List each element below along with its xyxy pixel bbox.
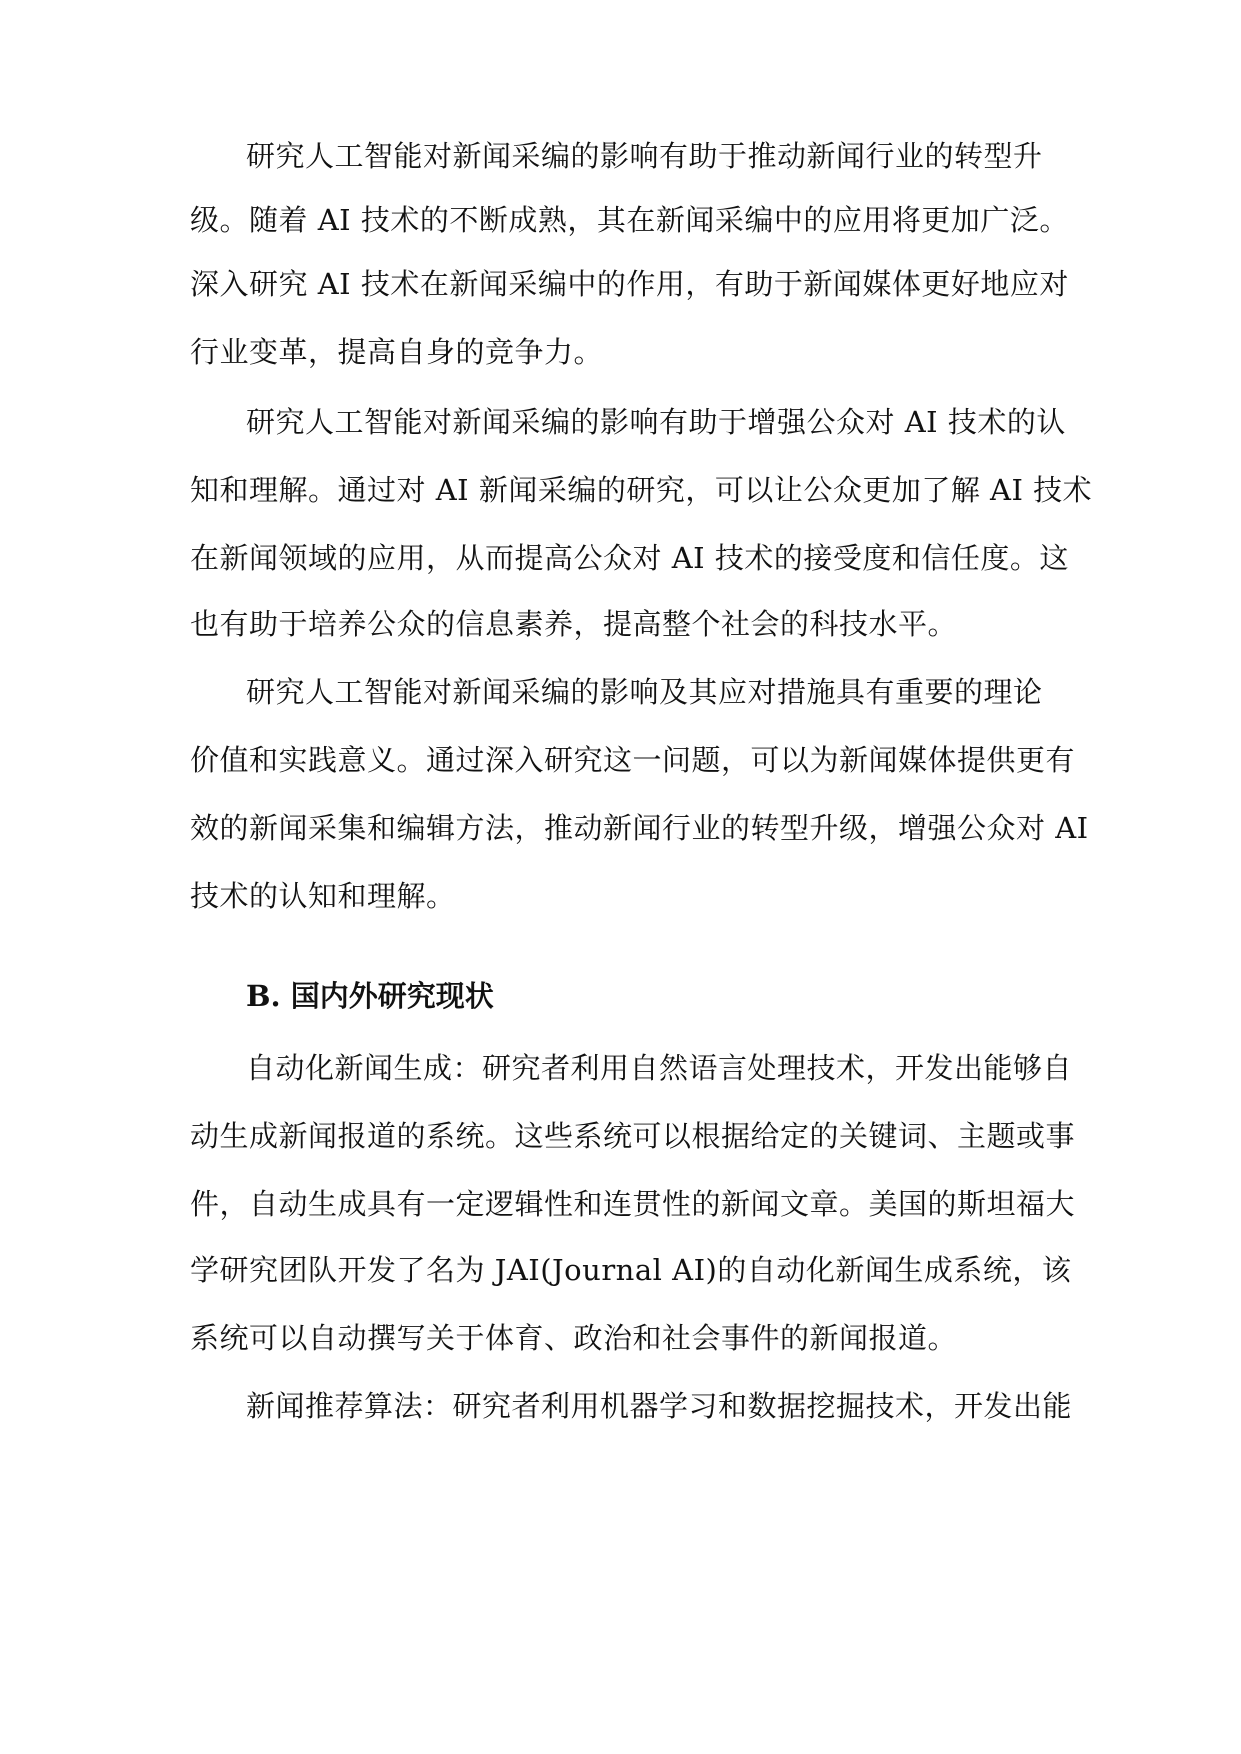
paragraph-line: 自动化新闻生成：研究者利用自然语言处理技术，开发出能够自 (246, 1051, 1073, 1085)
paragraph-line: 价值和实践意义。通过深入研究这一问题，可以为新闻媒体提供更有 (190, 743, 1076, 777)
paragraph-line: 技术的认知和理解。 (190, 879, 456, 913)
paragraph-line: 学研究团队开发了名为 JAI(Journal AI)的自动化新闻生成系统，该 (190, 1253, 1072, 1287)
paragraph-line: 研究人工智能对新闻采编的影响及其应对措施具有重要的理论 (246, 675, 1043, 709)
section-heading: B. 国内外研究现状 (246, 979, 494, 1013)
paragraph-line: 也有助于培养公众的信息素养，提高整个社会的科技水平。 (190, 607, 958, 641)
paragraph-line: 知和理解。通过对 AI 新闻采编的研究，可以让公众更加了解 AI 技术 (190, 473, 1093, 507)
paragraph-line: 深入研究 AI 技术在新闻采编中的作用，有助于新闻媒体更好地应对 (190, 267, 1069, 301)
paragraph-line: 件，自动生成具有一定逻辑性和连贯性的新闻文章。美国的斯坦福大 (190, 1187, 1076, 1221)
paragraph-line: 在新闻领域的应用，从而提高公众对 AI 技术的接受度和信任度。这 (190, 541, 1069, 575)
paragraph-line: 动生成新闻报道的系统。这些系统可以根据给定的关键词、主题或事 (190, 1119, 1076, 1153)
paragraph-line: 级。随着 AI 技术的不断成熟，其在新闻采编中的应用将更加广泛。 (190, 203, 1069, 237)
paragraph-line: 研究人工智能对新闻采编的影响有助于推动新闻行业的转型升 (246, 139, 1043, 173)
paragraph-line: 行业变革，提高自身的竞争力。 (190, 335, 604, 369)
paragraph-line: 研究人工智能对新闻采编的影响有助于增强公众对 AI 技术的认 (246, 405, 1066, 439)
paragraph-line: 新闻推荐算法：研究者利用机器学习和数据挖掘技术，开发出能 (246, 1389, 1073, 1423)
paragraph-line: 系统可以自动撰写关于体育、政治和社会事件的新闻报道。 (190, 1321, 958, 1355)
paragraph-line: 效的新闻采集和编辑方法，推动新闻行业的转型升级，增强公众对 AI (190, 811, 1089, 845)
